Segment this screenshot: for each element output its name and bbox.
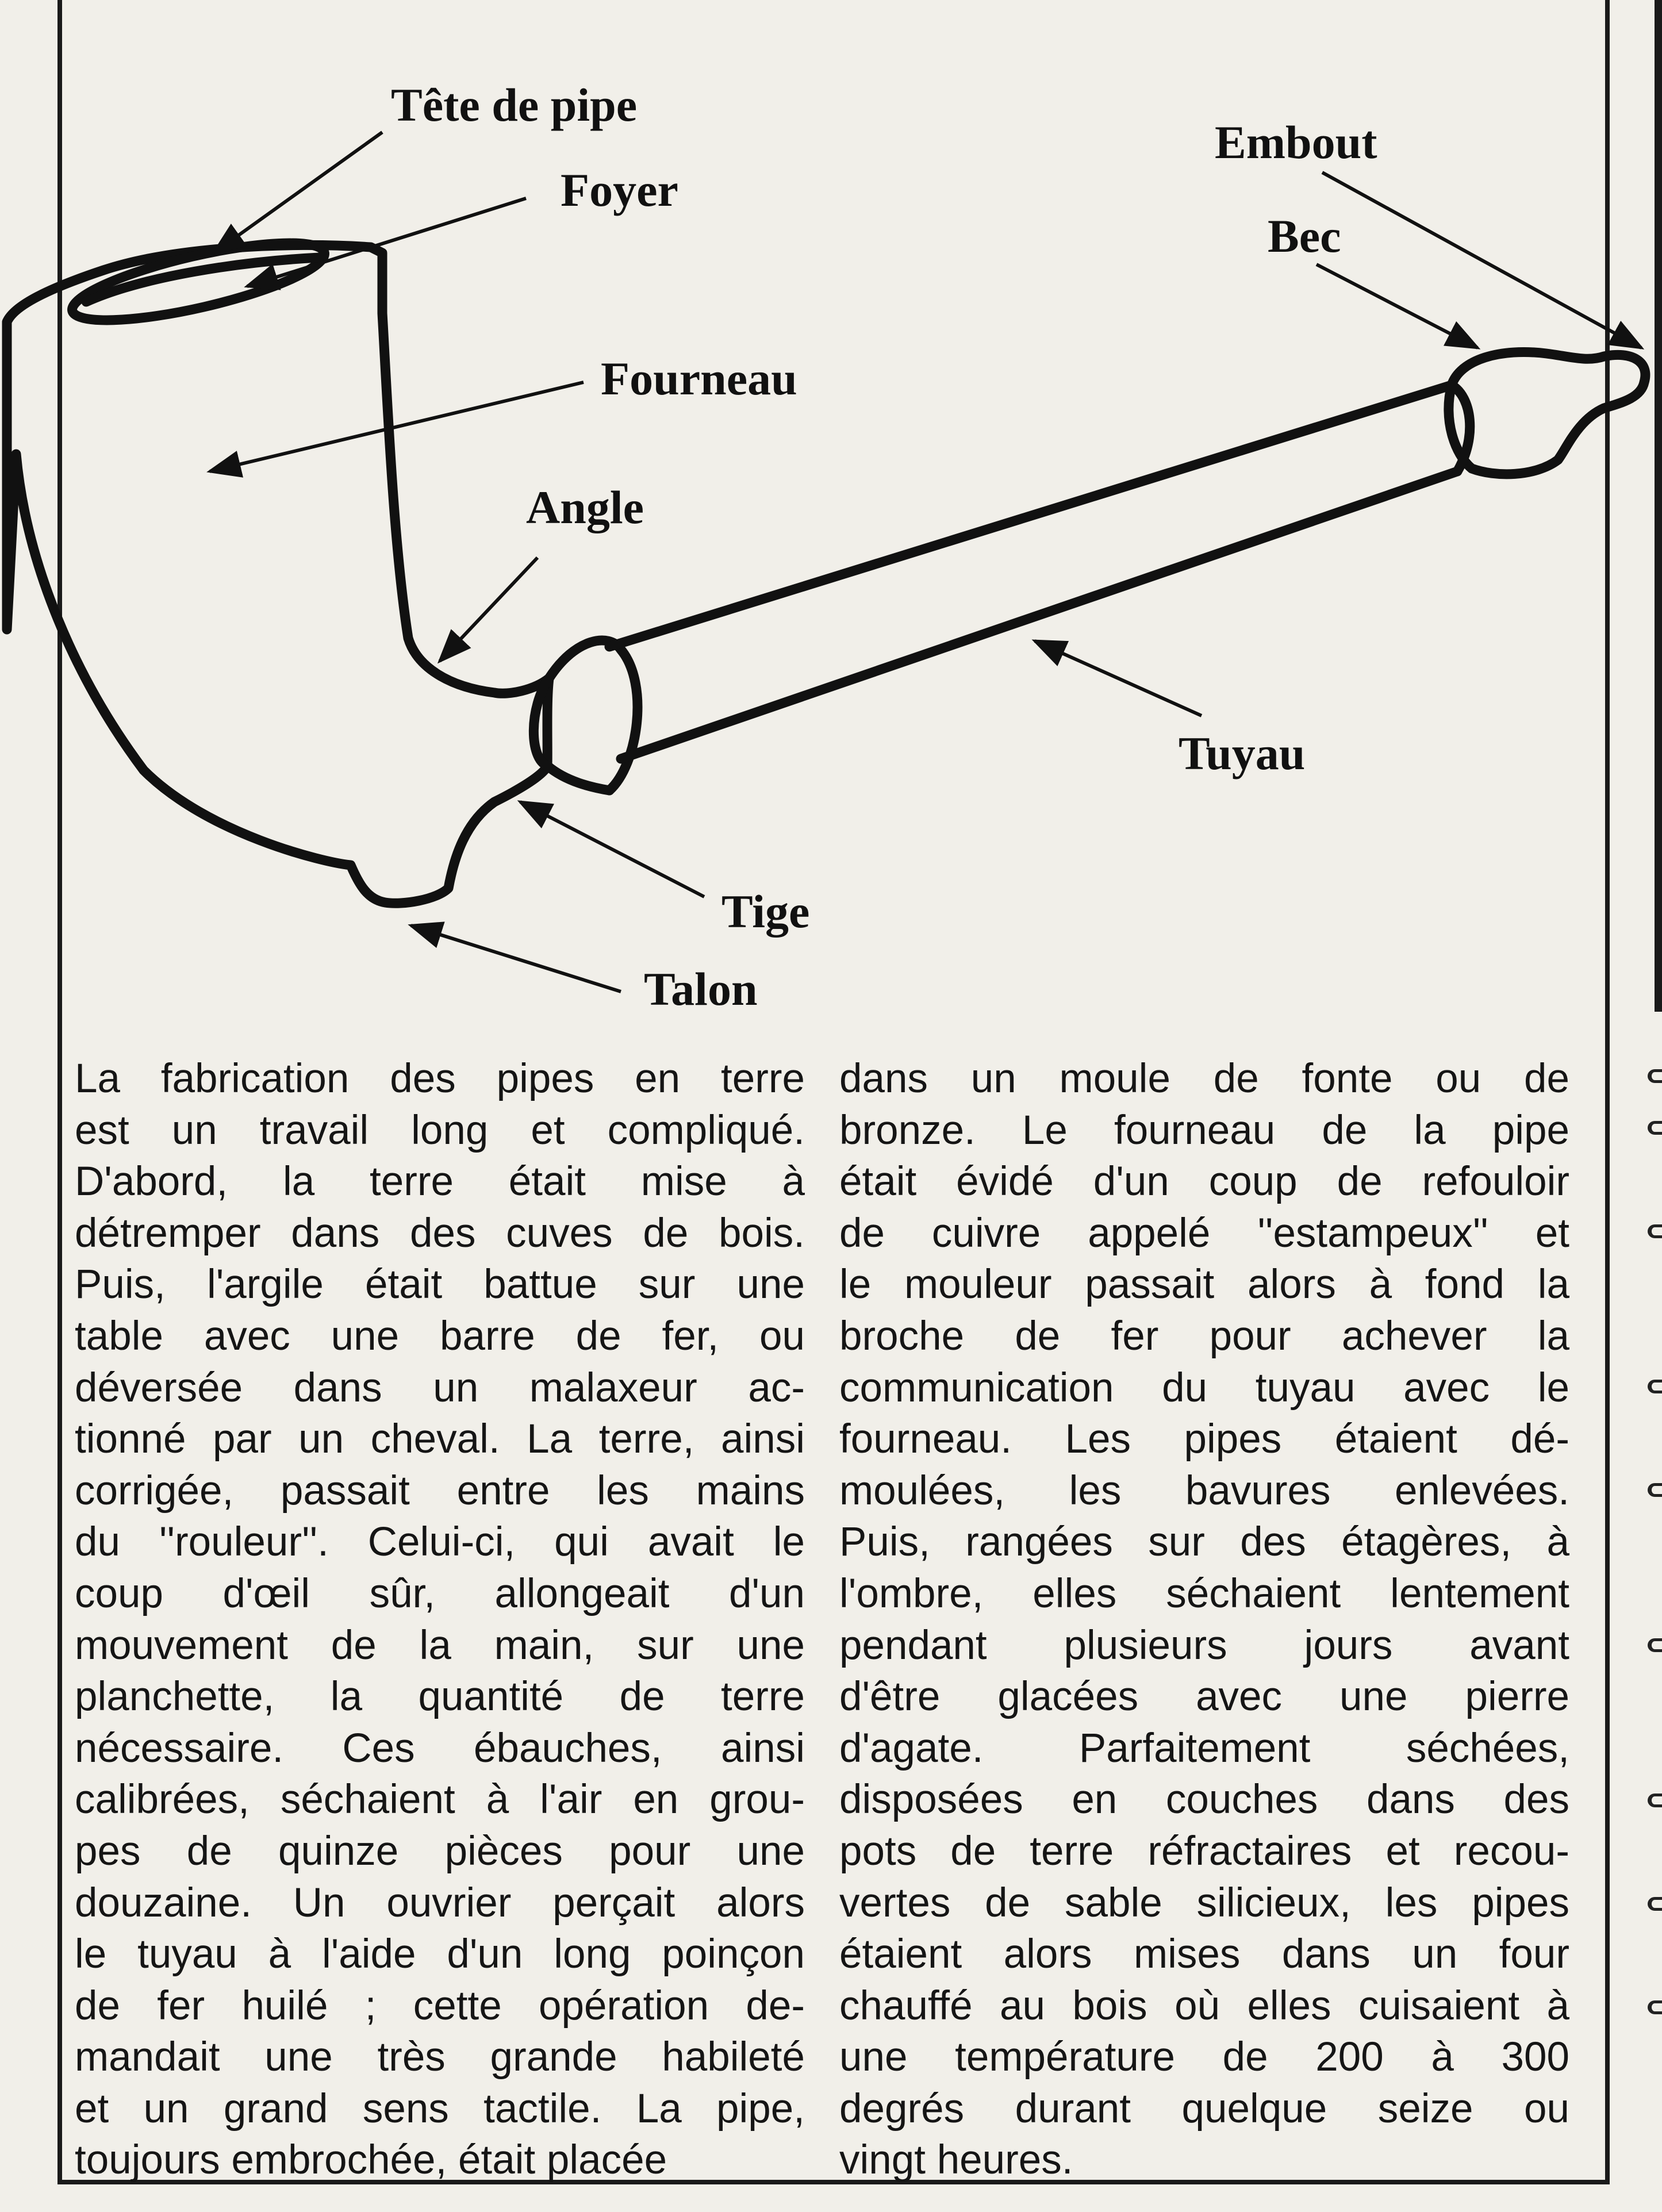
text-line: toujours embrochée, était placée	[75, 2137, 667, 2183]
label-foyer: Foyer	[561, 164, 678, 216]
edge-letter	[1648, 1121, 1662, 1135]
text-line: est un travail long et compliqué.	[75, 1107, 805, 1153]
text-line: D'abord, la terre était mise à	[75, 1159, 805, 1205]
label-tige: Tige	[721, 885, 810, 938]
text-line: pes de quinze pièces pour une	[75, 1828, 805, 1874]
text-line: Puis, rangées sur des étagères, à	[839, 1519, 1569, 1565]
text-line: l'ombre, elles séchaient lentement	[839, 1570, 1569, 1616]
label-embout: Embout	[1215, 116, 1377, 168]
label-tuyau: Tuyau	[1179, 727, 1306, 779]
label-angle: Angle	[526, 481, 644, 533]
edge-letter	[1648, 1794, 1662, 1807]
text-line: mouvement de la main, sur une	[75, 1622, 805, 1668]
edge-letter	[1648, 1069, 1662, 1083]
text-line: était évidé d'un coup de refouloir	[839, 1159, 1569, 1205]
text-line: de fer huilé ; cette opération de-	[75, 1983, 805, 2029]
text-line: d'agate. Parfaitement séchées,	[839, 1725, 1569, 1771]
adjacent-page-letters	[1643, 1058, 1662, 2173]
arrow-bec	[1316, 264, 1477, 348]
text-line: douzaine. Un ouvrier perçait alors	[75, 1880, 805, 1926]
arrow-embout	[1322, 172, 1641, 348]
edge-letter	[1648, 1224, 1662, 1238]
text-line: Puis, l'argile était battue sur une	[75, 1262, 805, 1308]
text-line: détremper dans des cuves de bois.	[75, 1210, 805, 1256]
text-line: planchette, la quantité de terre	[75, 1674, 805, 1720]
body-text-left-column	[75, 1053, 805, 2186]
text-line: pendant plusieurs jours avant	[839, 1622, 1569, 1668]
text-line: vingt heures.	[839, 2137, 1073, 2183]
text-line: table avec une barre de fer, ou	[75, 1313, 805, 1359]
text-line: corrigée, passait entre les mains	[75, 1468, 805, 1514]
arrow-tige	[520, 802, 704, 897]
label-tete-de-pipe: Tête de pipe	[391, 79, 638, 131]
arrow-talon	[411, 925, 621, 992]
edge-letter	[1648, 2000, 1662, 2014]
label-bec: Bec	[1268, 210, 1341, 262]
edge-letter	[1648, 1897, 1662, 1911]
text-line: de cuivre appelé ''estampeux'' et	[839, 1210, 1569, 1256]
text-line: vertes de sable silicieux, les pipes	[839, 1880, 1569, 1926]
text-line: le mouleur passait alors à fond la	[839, 1262, 1569, 1308]
text-line: et un grand sens tactile. La pipe,	[75, 2086, 805, 2132]
text-line: étaient alors mises dans un four	[839, 1931, 1569, 1977]
text-line: dans un moule de fonte ou de	[839, 1056, 1569, 1101]
text-line: coup d'œil sûr, allongeait d'un	[75, 1570, 805, 1616]
text-line: La fabrication des pipes en terre	[75, 1056, 805, 1101]
pipe-diagram	[0, 0, 1662, 1035]
text-line: déversée dans un malaxeur ac-	[75, 1365, 805, 1411]
text-line: broche de fer pour achever la	[839, 1313, 1569, 1359]
arrow-fourneau	[210, 382, 584, 471]
text-line: bronze. Le fourneau de la pipe	[839, 1107, 1569, 1153]
pipe-shank-collar	[549, 640, 638, 790]
pipe-mouthpiece	[1449, 352, 1645, 474]
body-text-right-column	[839, 1053, 1569, 2186]
edge-letter	[1648, 1638, 1662, 1652]
text-line: pots de terre réfractaires et recou-	[839, 1828, 1569, 1874]
pipe-foyer-outline	[67, 228, 331, 336]
text-line: nécessaire. Ces ébauches, ainsi	[75, 1725, 805, 1771]
text-line: chauffé au bois où elles cuisaient à	[839, 1983, 1569, 2029]
pipe-bowl-outline	[7, 245, 549, 903]
text-line: tionné par un cheval. La terre, ainsi	[75, 1416, 805, 1462]
edge-letter	[1648, 1380, 1662, 1393]
label-talon: Talon	[644, 963, 758, 1015]
text-line: d'être glacées avec une pierre	[839, 1674, 1569, 1720]
text-line: degrés durant quelque seize ou	[839, 2086, 1569, 2132]
label-fourneau: Fourneau	[601, 352, 797, 405]
text-line: disposées en couches dans des	[839, 1777, 1569, 1823]
text-line: du ''rouleur''. Celui-ci, qui avait le	[75, 1519, 805, 1565]
text-line: une température de 200 à 300	[839, 2034, 1569, 2080]
text-line: le tuyau à l'aide d'un long poinçon	[75, 1931, 805, 1977]
text-line: fourneau. Les pipes étaient dé-	[839, 1416, 1569, 1462]
arrow-tuyau	[1035, 641, 1202, 716]
arrow-angle	[440, 558, 538, 661]
text-line: calibrées, séchaient à l'air en grou-	[75, 1777, 805, 1823]
text-line: mandait une très grande habileté	[75, 2034, 805, 2080]
arrow-tete	[214, 132, 382, 253]
text-line: communication du tuyau avec le	[839, 1365, 1569, 1411]
edge-letter	[1648, 1483, 1662, 1497]
text-line: moulées, les bavures enlevées.	[839, 1468, 1569, 1514]
